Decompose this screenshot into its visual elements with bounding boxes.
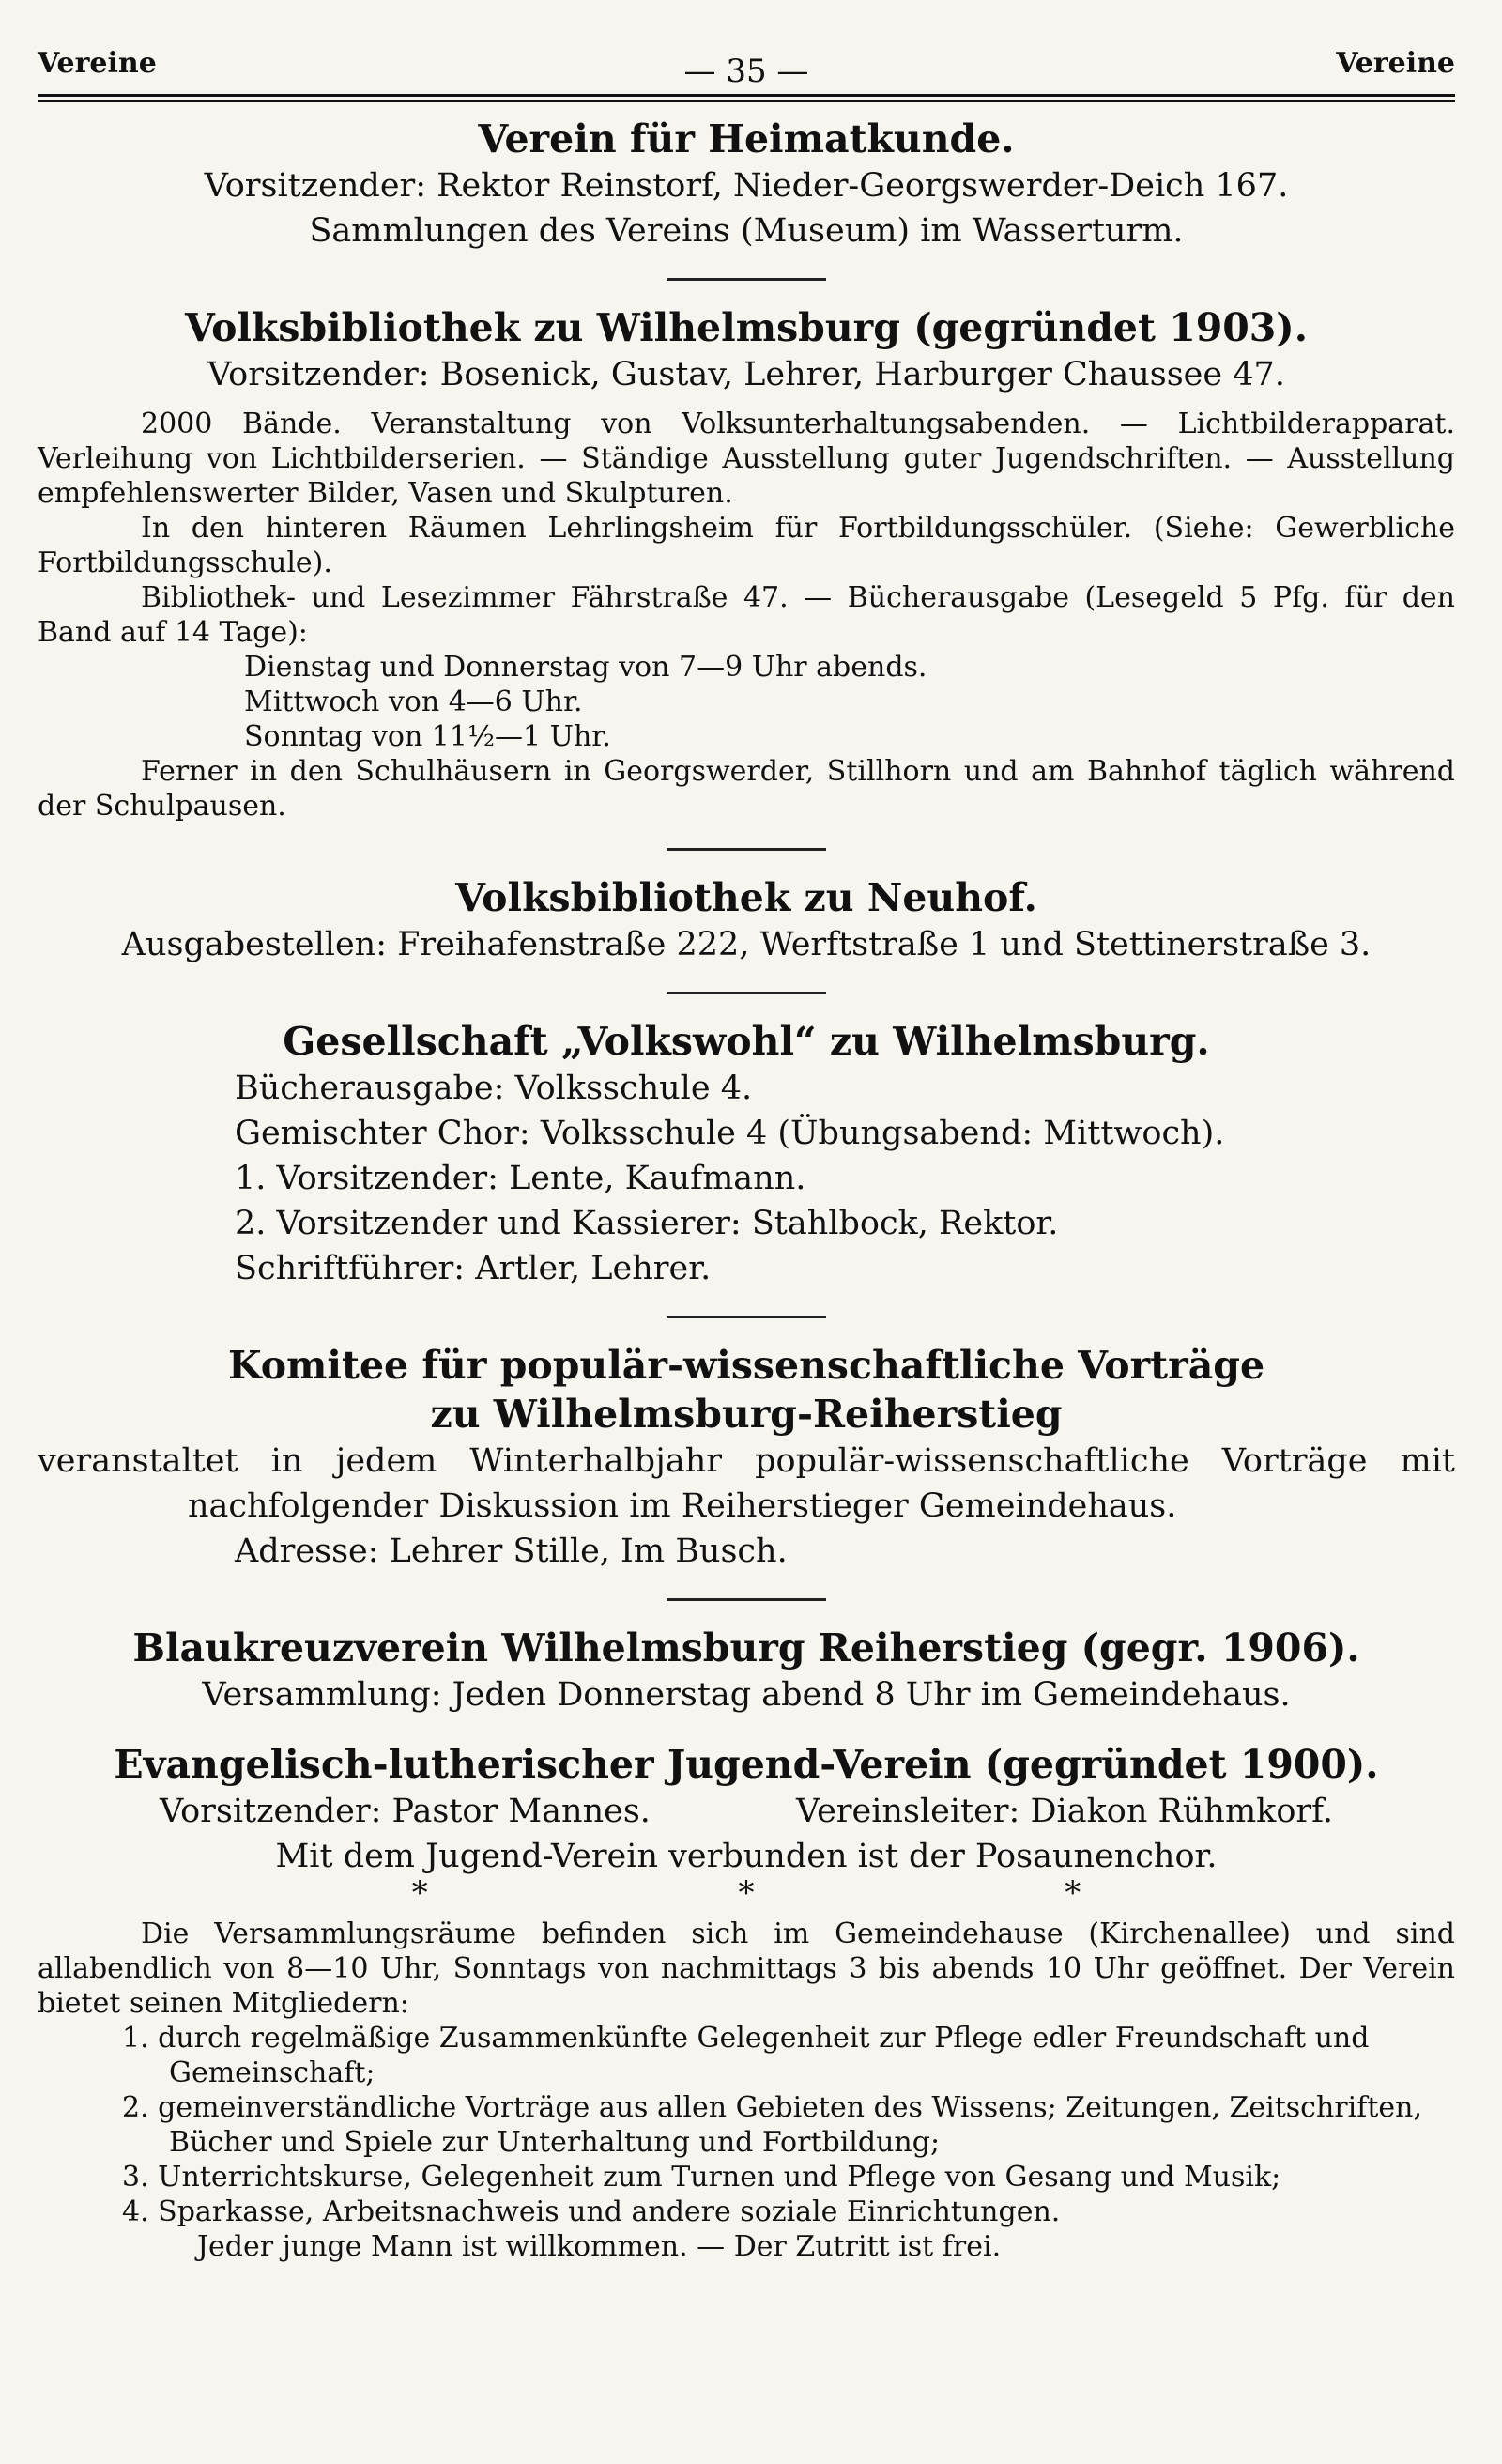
closing-line: Jeder junge Mann ist willkommen. — Der Zutritt ist frei. [197,2230,1002,2263]
section-volksbibliothek-neuhof [38,873,1455,967]
hours-line: Sonntag von 11½—1 Uhr. [244,720,611,753]
list-item: 4. Sparkasse, Arbeitsnachweis und andere soziale Einrichtungen. [122,2195,1061,2228]
info-line: Schriftführer: Artler, Lehrer. [235,1250,712,1287]
section-title-line2: zu Wilhelmsburg-Reiherstieg [430,1392,1063,1437]
paragraph: Die Versammlungsräume befinden sich im Gemeindehause (Kirchenallee) und sind allabendlich von 8—10 Uhr, Sonntags von nachmittags 3 bis abends 10 Uhr geöffnet. Der Verein bietet seinen Mitgliedern: [38,1917,1455,2020]
separator-rule [667,992,826,994]
hours-line: Mittwoch von 4—6 Uhr. [244,685,583,718]
header-right: Vereine [1336,47,1455,80]
officers-row [38,1789,1455,1834]
section-volksbibliothek-wilhelmsburg [38,303,1455,824]
list-item: 1. durch regelmäßige Zusammenkünfte Gelegenheit zur Pflege edler Freundschaft und Gemeinschaft; [122,2022,1370,2089]
description: veranstaltet in jedem Winterhalbjahr populär-wissenschaftliche Vorträge mit nachfolgender Diskussion im Reiherstieger Gemeindehaus. [38,1442,1455,1525]
section-volkswohl [38,1017,1455,1291]
page-number: — 35 — [683,53,809,90]
section-title: Volksbibliothek zu Neuhof. [455,875,1037,920]
chair-line: Vorsitzender: Rektor Reinstorf, Nieder-Georgswerder-Deich 167. [204,167,1289,205]
running-header [38,0,1455,94]
section-title: Volksbibliothek zu Wilhelmsburg (gegründet 1903). [185,305,1308,350]
header-rule [38,94,1455,102]
section-title: Blaukreuzverein Wilhelmsburg Reiherstieg (gegr. 1906). [132,1625,1360,1671]
posaunenchor-line: Mit dem Jugend-Verein verbunden ist der Posaunenchor. [275,1838,1218,1875]
section-heimatkunde [38,115,1455,254]
section-title: Gesellschaft „Volkswohl“ zu Wilhelmsburg. [283,1019,1210,1064]
meeting-line: Versammlung: Jeden Donnerstag abend 8 Uhr im Gemeindehaus. [202,1676,1291,1714]
info-line: 2. Vorsitzender und Kassierer: Stahlbock, Rektor. [235,1205,1059,1242]
asterism: * * * [411,1874,1232,1912]
list-item: 3. Unterrichtskurse, Gelegenheit zum Turnen und Pflege von Gesang und Musik; [122,2161,1281,2194]
section-title: Verein für Heimatkunde. [478,116,1015,162]
info-line: Bücherausgabe: Volksschule 4. [235,1070,753,1107]
hours-line: Dienstag und Donnerstag von 7—9 Uhr abends. [244,651,927,684]
paragraph: 2000 Bände. Veranstaltung von Volksunterhaltungsabenden. — Lichtbilderapparat. Verleihung von Lichtbilderserien. — Ständige Ausstellung guter Jugendschriften. — Ausstellung empfehlenswerter Bilder, Vasen und Skulpturen. [38,408,1455,510]
section-title-line1: Komitee für populär-wissenschaftliche Vorträge [227,1343,1265,1388]
header-left: Vereine [38,47,157,80]
separator-rule [667,278,826,281]
page-content [38,0,1455,2264]
section-komitee [38,1341,1455,1574]
paragraph: Bibliothek- und Lesezimmer Fährstraße 47. — Bücherausgabe (Lesegeld 5 Pfg. für den Band auf 14 Tage): [38,581,1455,649]
chair-line: Vorsitzender: Bosenick, Gustav, Lehrer, Harburger Chaussee 47. [207,356,1285,393]
separator-rule [667,1598,826,1601]
collection-line: Sammlungen des Vereins (Museum) im Wasserturm. [309,212,1184,250]
section-blaukreuz [38,1624,1455,1717]
paragraph: In den hinteren Räumen Lehrlingsheim für Fortbildungsschüler. (Siehe: Gewerbliche Fortbildungsschule). [38,512,1455,579]
outlets-line: Ausgabestellen: Freihafenstraße 222, Werftstraße 1 und Stettinerstraße 3. [121,926,1372,963]
chair-line: Vorsitzender: Pastor Mannes. [160,1793,651,1830]
section-title: Evangelisch-lutherischer Jugend-Verein (gegründet 1900). [114,1742,1379,1787]
info-line: Gemischter Chor: Volksschule 4 (Übungsabend: Mittwoch). [235,1115,1225,1152]
separator-rule [667,848,826,851]
separator-rule [667,1316,826,1318]
address-line: Adresse: Lehrer Stille, Im Busch. [235,1532,788,1570]
paragraph: Ferner in den Schulhäusern in Georgswerder, Stillhorn und am Bahnhof täglich während der Schulpausen. [38,755,1455,823]
leader-line: Vereinsleiter: Diakon Rühmkorf. [796,1793,1333,1830]
list-item: 2. gemeinverständliche Vorträge aus allen Gebieten des Wissens; Zeitungen, Zeitschriften, Bücher und Spiele zur Unterhaltung und Fortbildung; [122,2091,1423,2159]
section-jugendverein [38,1740,1455,2264]
info-line: 1. Vorsitzender: Lente, Kaufmann. [235,1160,806,1197]
